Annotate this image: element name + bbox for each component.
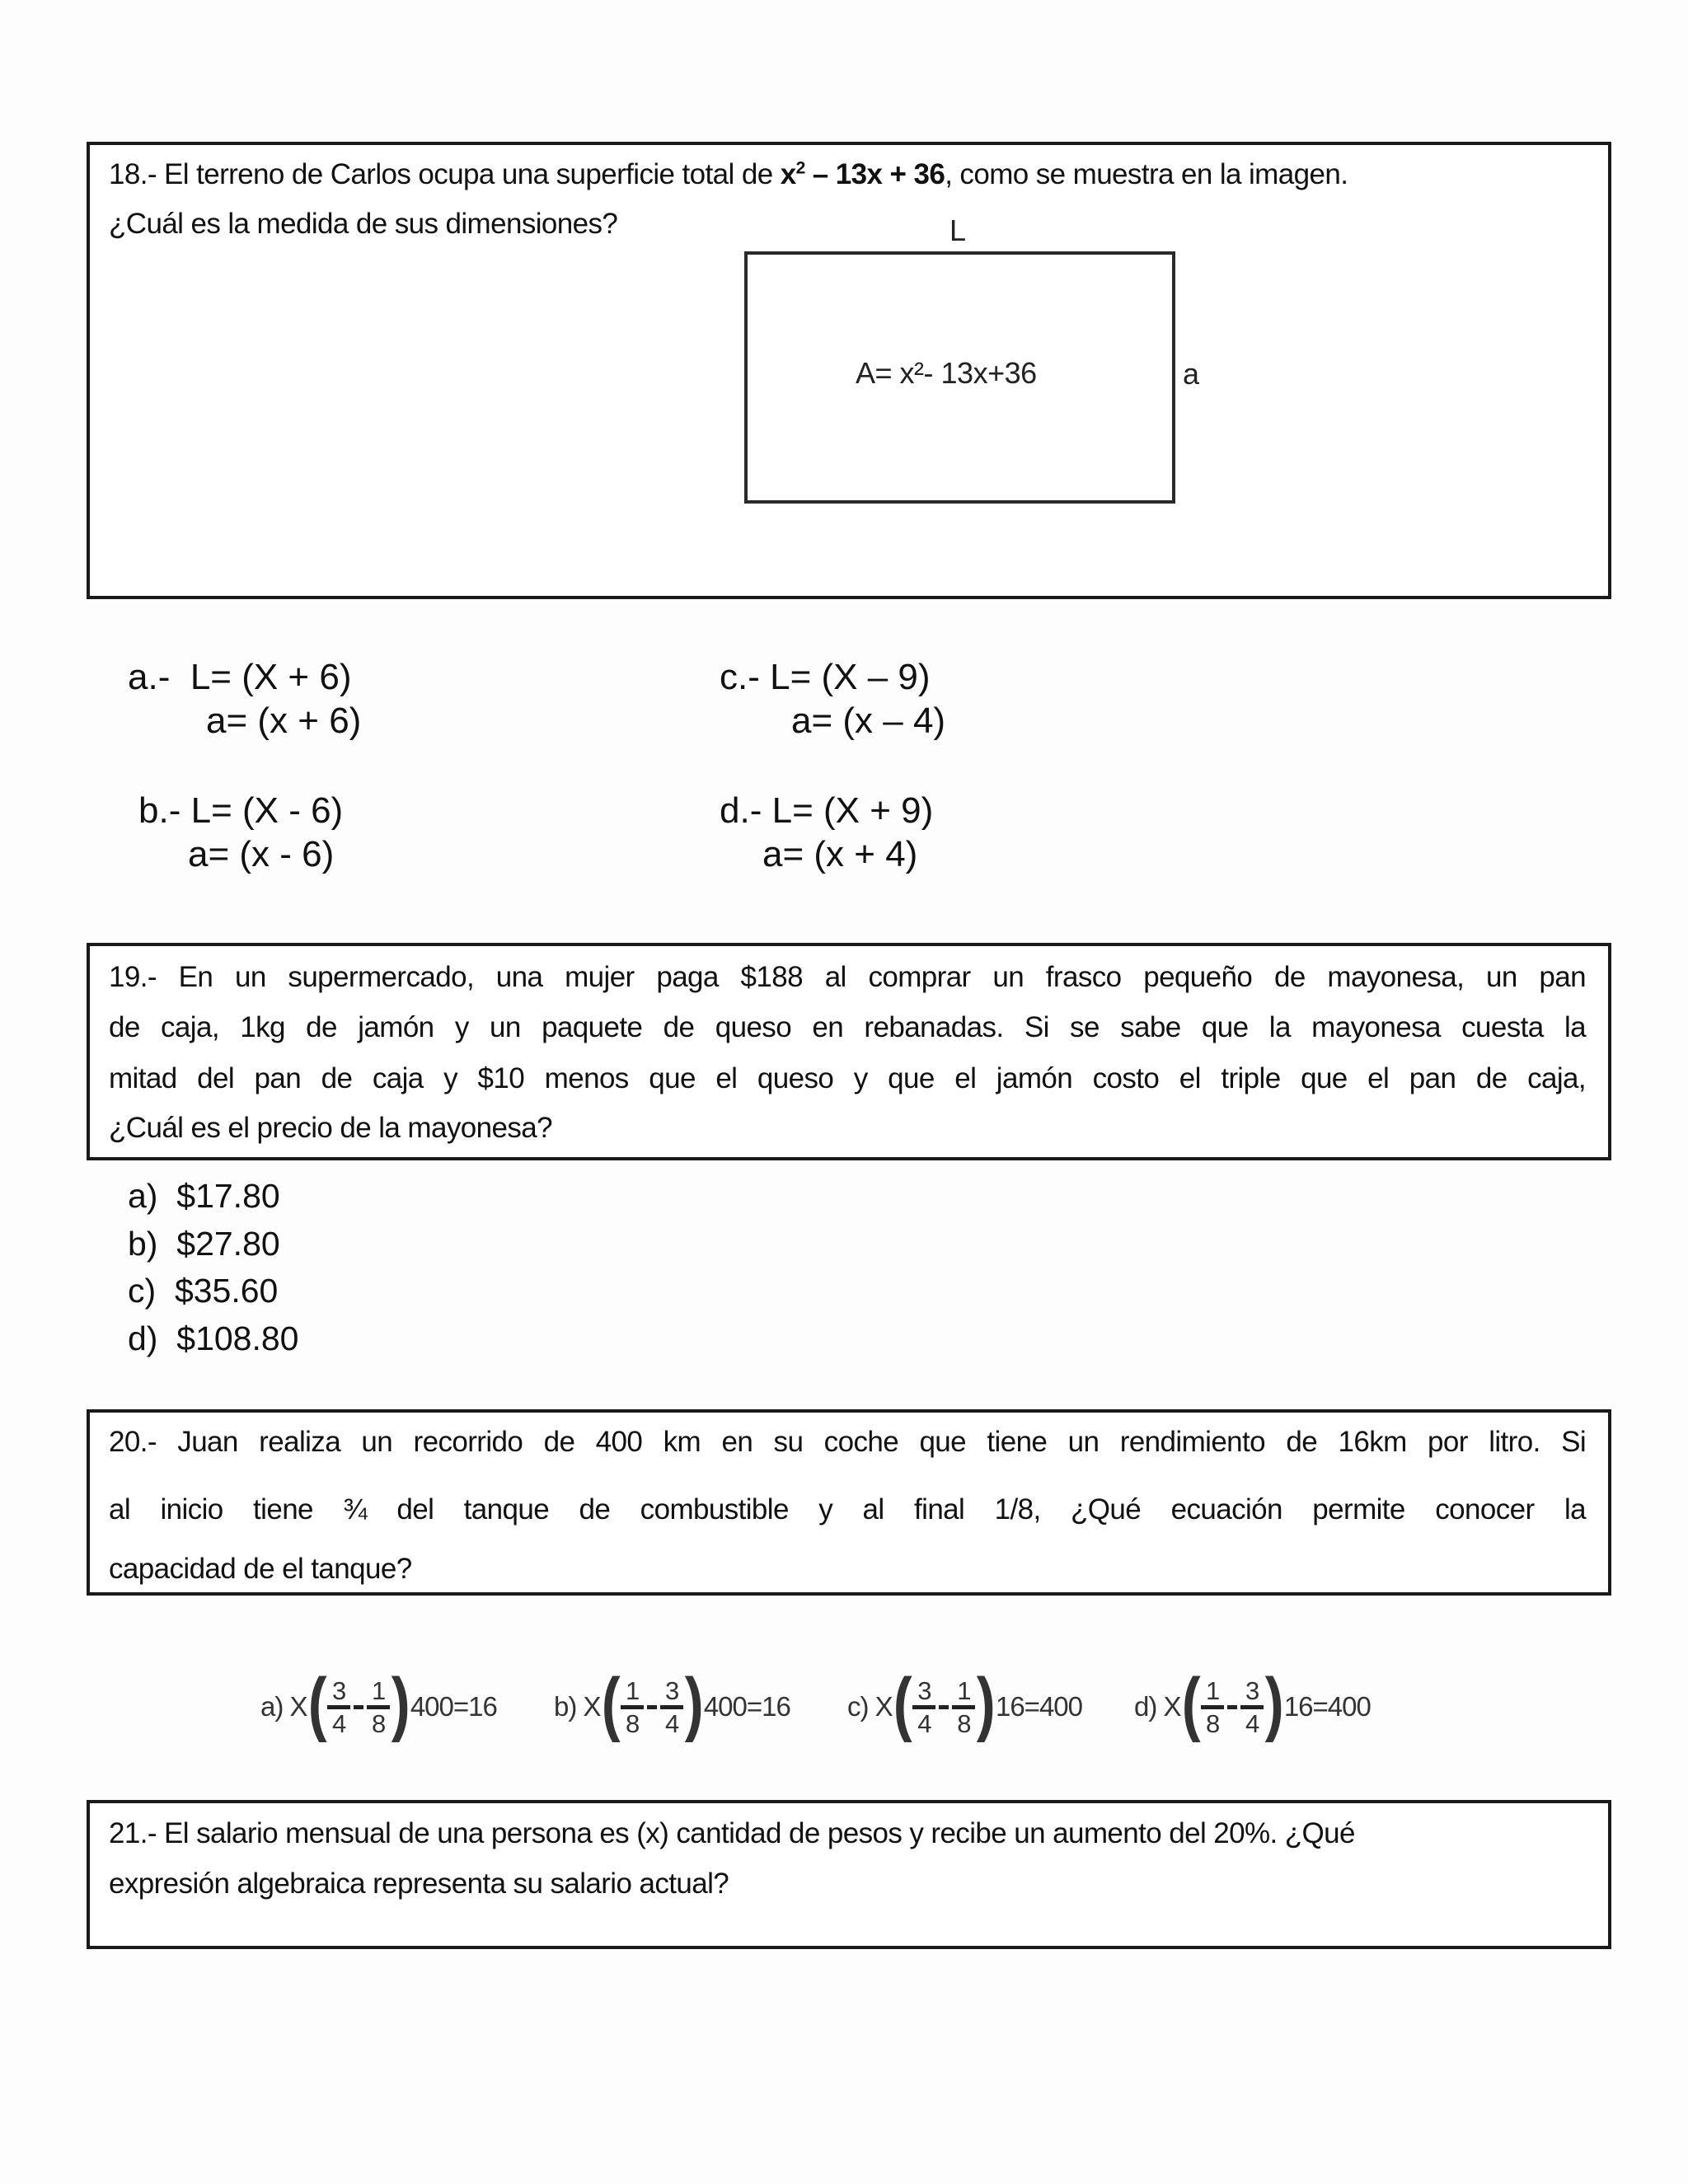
left-paren: ( [307,1664,326,1743]
question-21-line-1: 21.- El salario mensual de una persona es (x) cantidad de pesos y recibe un aumento del 20%. ¿Qué [109,1817,1355,1849]
option-18-b[interactable]: b.- L= (X - 6) [138,790,344,831]
diagram-label-width: a [1183,357,1200,391]
option-18-d[interactable]: d.- L= (X + 9) [720,790,934,831]
right-paren: ) [391,1664,410,1743]
option-18-c-width: a= (x – 4) [791,701,946,741]
question-19-line-4: ¿Cuál es el precio de la mayonesa? [109,1112,552,1144]
option-20-c[interactable]: c) X ( 3 4 1 8 ) 16=400 [847,1664,1083,1743]
expression: $x^2 - 13x + 36$ [780,158,945,190]
right-paren: ) [977,1664,996,1743]
option-18-d-width: a= (x + 4) [762,834,918,874]
left-paren: ( [601,1664,620,1743]
option-18-a[interactable]: a.- L= (X + 6) [128,657,352,697]
question-18-line-1 [109,158,1348,191]
option-20-b[interactable]: b) X ( 1 8 3 4 ) 400=16 [554,1664,790,1743]
question-number: 18.- [109,158,157,190]
option-19-c[interactable]: c) $35.60 [128,1272,279,1310]
question-text: , como se muestra en la imagen. [945,158,1348,190]
question-19-line-1: 19.- En un supermercado, una mujer paga $188 al comprar un frasco pequeño de mayonesa, un pan [109,961,1586,993]
option-20-d[interactable]: d) X ( 1 8 3 4 ) 16=400 [1134,1664,1371,1743]
option-19-d[interactable]: d) $108.80 [128,1319,299,1357]
question-18-line-2: ¿Cuál es la medida de sus dimensiones? [109,208,618,240]
left-paren: ( [893,1664,912,1743]
question-20-line-3: capacidad de el tanque? [109,1553,412,1585]
question-19-line-2: de caja, 1kg de jamón y un paquete de queso en rebanadas. Si se sabe que la mayonesa cuesta la [109,1011,1586,1043]
question-19-line-3: mitad del pan de caja y $10 menos que el queso y que el jamón costo el triple que el pan de caja, [109,1062,1586,1094]
option-20-a[interactable]: a) X ( 3 4 1 8 ) 400=16 [260,1664,497,1743]
question-text: El terreno de Carlos ocupa una superficie total de [164,158,781,190]
option-19-b[interactable]: b) $27.80 [128,1225,280,1263]
option-18-a-width: a= (x + 6) [206,701,362,741]
question-21-line-2: expresión algebraica representa su salario actual? [109,1868,729,1900]
option-18-b-width: a= (x - 6) [188,834,335,874]
diagram-label-length: L [950,213,967,247]
question-20-line-2: al inicio tiene ¾ del tanque de combustible y al final 1/8, ¿Qué ecuación permite conocer la [109,1493,1586,1526]
right-paren: ) [684,1664,704,1743]
diagram-area-label: A= x²- 13x+36 [856,356,1037,390]
option-19-a[interactable]: a) $17.80 [128,1177,280,1215]
question-20-line-1: 20.- Juan realiza un recorrido de 400 km en su coche que tiene un rendimiento de 16km por litro. Si [109,1426,1587,1458]
right-paren: ) [1264,1664,1284,1743]
option-18-c[interactable]: c.- L= (X – 9) [720,657,931,697]
left-paren: ( [1181,1664,1200,1743]
